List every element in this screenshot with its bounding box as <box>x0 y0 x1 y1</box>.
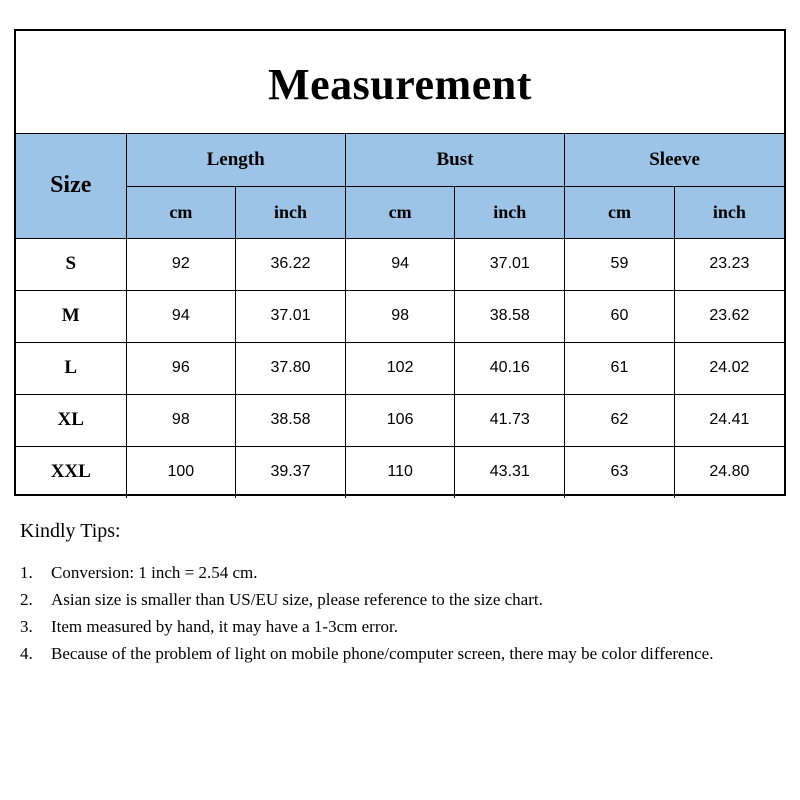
group-header-bust: Bust <box>345 134 564 186</box>
unit-header: cm <box>565 186 675 238</box>
list-item <box>20 613 780 640</box>
tip-number: 2. <box>20 590 33 609</box>
tip-number: 4. <box>20 644 33 663</box>
size-cell: L <box>16 342 126 394</box>
table-cell: 37.01 <box>236 290 346 342</box>
unit-header: inch <box>455 186 565 238</box>
table-cell: 63 <box>565 446 675 498</box>
table-row <box>16 342 784 394</box>
table-cell: 41.73 <box>455 394 565 446</box>
list-item <box>20 559 780 586</box>
size-cell: M <box>16 290 126 342</box>
size-cell: XL <box>16 394 126 446</box>
unit-header: cm <box>345 186 455 238</box>
table-cell: 24.80 <box>674 446 784 498</box>
table-cell: 24.02 <box>674 342 784 394</box>
table-row <box>16 394 784 446</box>
size-cell: XXL <box>16 446 126 498</box>
table-row <box>16 290 784 342</box>
unit-header: inch <box>674 186 784 238</box>
table-cell: 106 <box>345 394 455 446</box>
table-cell: 36.22 <box>236 238 346 290</box>
tip-number: 1. <box>20 563 33 582</box>
table-cell: 38.58 <box>455 290 565 342</box>
tip-text: Asian size is smaller than US/EU size, please reference to the size chart. <box>51 590 543 609</box>
table-cell: 38.58 <box>236 394 346 446</box>
tip-text: Item measured by hand, it may have a 1-3cm error. <box>51 617 398 636</box>
table-cell: 94 <box>126 290 236 342</box>
table-cell: 94 <box>345 238 455 290</box>
table-cell: 24.41 <box>674 394 784 446</box>
table-cell: 92 <box>126 238 236 290</box>
table-cell: 62 <box>565 394 675 446</box>
table-cell: 60 <box>565 290 675 342</box>
table-cell: 37.01 <box>455 238 565 290</box>
title-bar <box>16 31 784 134</box>
size-table <box>16 134 784 498</box>
size-column-header: Size <box>16 134 126 238</box>
kindly-tips-section <box>20 520 780 667</box>
table-row <box>16 446 784 498</box>
measurement-sheet <box>14 29 786 496</box>
group-header-length: Length <box>126 134 345 186</box>
unit-header: cm <box>126 186 236 238</box>
tip-text: Conversion: 1 inch = 2.54 cm. <box>51 563 258 582</box>
unit-header: inch <box>236 186 346 238</box>
list-item <box>20 640 780 667</box>
table-cell: 37.80 <box>236 342 346 394</box>
group-header-sleeve: Sleeve <box>565 134 784 186</box>
tips-heading: Kindly Tips: <box>20 520 121 542</box>
tip-number: 3. <box>20 617 33 636</box>
table-header-row <box>16 134 784 186</box>
table-cell: 59 <box>565 238 675 290</box>
table-cell: 110 <box>345 446 455 498</box>
table-cell: 61 <box>565 342 675 394</box>
table-cell: 23.62 <box>674 290 784 342</box>
table-cell: 98 <box>345 290 455 342</box>
list-item <box>20 586 780 613</box>
size-cell: S <box>16 238 126 290</box>
table-cell: 102 <box>345 342 455 394</box>
page-title: Measurement <box>268 59 532 109</box>
table-cell: 39.37 <box>236 446 346 498</box>
table-cell: 100 <box>126 446 236 498</box>
table-cell: 23.23 <box>674 238 784 290</box>
table-cell: 40.16 <box>455 342 565 394</box>
tip-text: Because of the problem of light on mobile phone/computer screen, there may be color difference. <box>51 644 714 663</box>
table-cell: 98 <box>126 394 236 446</box>
table-cell: 43.31 <box>455 446 565 498</box>
table-unit-row <box>16 186 784 238</box>
table-row <box>16 238 784 290</box>
table-cell: 96 <box>126 342 236 394</box>
tips-list <box>20 559 780 667</box>
